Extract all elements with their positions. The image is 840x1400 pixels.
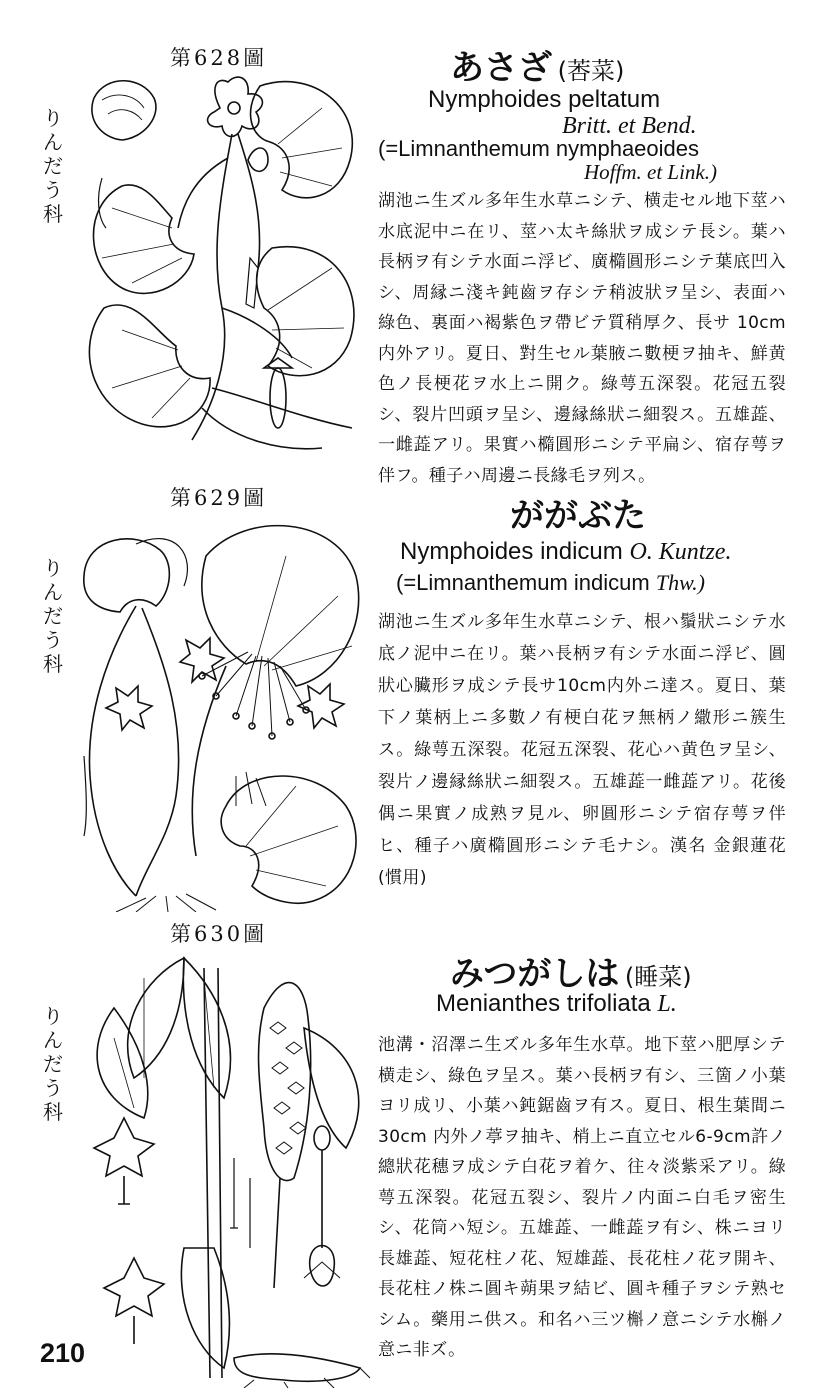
synonym-author: Thw.) xyxy=(655,570,705,595)
illustration-menyanthes-trifoliata xyxy=(84,948,374,1388)
title-japanese: みつがしは xyxy=(450,954,620,994)
title-kanji: (莕菜) xyxy=(557,57,625,85)
family-label: りんだう科 xyxy=(43,556,63,676)
page-number: 210 xyxy=(40,1338,86,1368)
synonym-name: (=Limnanthemum nymphaeoides xyxy=(378,136,700,161)
entry-title xyxy=(510,488,646,537)
family-label: りんだう科 xyxy=(43,1004,63,1124)
figure-label: 第628圖 xyxy=(170,46,268,70)
illustration-nymphoides-indicum xyxy=(76,516,366,912)
synonym-line xyxy=(396,570,705,596)
scientific-name: Menianthes trifoliata L. xyxy=(436,990,677,1017)
family-label: りんだう科 xyxy=(43,106,63,226)
description: 湖池ニ生ズル多年生水草ニシテ、根ハ鬚狀ニシテ水底ノ泥中ニ在リ。葉ハ長柄ヲ有シテ水面ニ浮ビ、圓狀心臟形ヲ成シテ長サ10cm内外ニ達ス。夏日、葉下ノ葉柄上ニ多數ノ有梗白花ヲ無柄ノ繖形ニ簇生ス。綠萼五深裂。花冠五深裂、花心ハ黄色ヲ呈シ、裂片ノ邊縁絲狀ニ細裂ス。五雄蕋一雌蕋アリ。花後偶ニ果實ノ成熟ヲ見ル、卵圓形ニシテ宿存萼ヲ伴ヒ、種子ハ廣橢圓形ニシテ毛ナシ。漢名 金銀蓮花(慣用) xyxy=(378,612,786,888)
scientific-author: Britt. et Bend. xyxy=(562,113,697,139)
scientific-author: L. xyxy=(657,991,677,1017)
entry-title xyxy=(450,946,692,995)
synonym-author: Hoffm. et Link.) xyxy=(584,160,717,184)
description: 湖池ニ生ズル多年生水草ニシテ、横走セル地下莖ハ水底泥中ニ在リ、莖ハ太キ絲狀ヲ成シテ長シ。葉ハ長柄ヲ有シテ水面ニ浮ビ、廣橢圓形ニシテ葉底凹入シ、周縁ニ淺キ鈍齒ヲ存シテ稍波狀ヲ呈シ、表面ハ綠色、裏面ハ褐紫色ヲ帶ビテ質稍厚ク、長サ 10cm 内外アリ。夏日、對生セル葉腋ニ數梗ヲ抽キ、鮮黄色ノ長梗花ヲ水上ニ開ク。綠萼五深裂。花冠五裂シ、裂片凹頭ヲ呈シ、邊縁絲狀ニ細裂ス。五雄蕋、一雌蕋アリ。果實ハ橢圓形ニシテ平扁シ、宿存萼ヲ伴フ。種子ハ周邊ニ長緣毛ヲ列ス。 xyxy=(378,191,786,486)
entry-title xyxy=(450,40,624,89)
description: 池溝・沼澤ニ生ズル多年生水草。地下莖ハ肥厚シテ横走シ、綠色ヲ呈ス。葉ハ長柄ヲ有シ、三箇ノ小葉ヨリ成リ、小葉ハ鈍鋸齒ヲ有ス。夏日、根生葉間ニ 30cm 内外ノ葶ヲ抽キ、梢上ニ直立セル6-9cm許ノ總狀花穗ヲ成シテ白花ヲ着ケ、往々淡紫采アリ。綠萼五深裂。花冠五裂シ、裂片ノ内面ニ白毛ヲ密生シ、花筒ハ短シ。五雄蕋、一雌蕋ヲ有シ、株ニヨリ長雄蕋、短花柱ノ花、短雄蕋、長花柱ノ花ヲ開キ、長花柱ノ株ニ圓キ蒴果ヲ結ビ、圓キ種子ヲシテ熟セシム。藥用ニ供ス。和名ハ三ツ槲ノ意ニシテ水槲ノ意ニ非ズ。 xyxy=(378,1035,786,1360)
title-japanese: あさざ xyxy=(450,48,552,88)
title-kanji: (睡菜) xyxy=(624,963,692,991)
scientific-name: Nymphoides peltatum xyxy=(428,86,661,113)
figure-label: 第629圖 xyxy=(170,486,268,510)
scientific-name: Nymphoides indicum O. Kuntze. xyxy=(400,538,732,565)
title-japanese: ががぶた xyxy=(510,496,646,536)
illustration-nymphoides-peltatum xyxy=(82,68,362,458)
scientific-author: O. Kuntze. xyxy=(629,539,732,565)
synonym-name: (=Limnanthemum indicum xyxy=(396,570,650,595)
figure-label: 第630圖 xyxy=(170,922,268,946)
